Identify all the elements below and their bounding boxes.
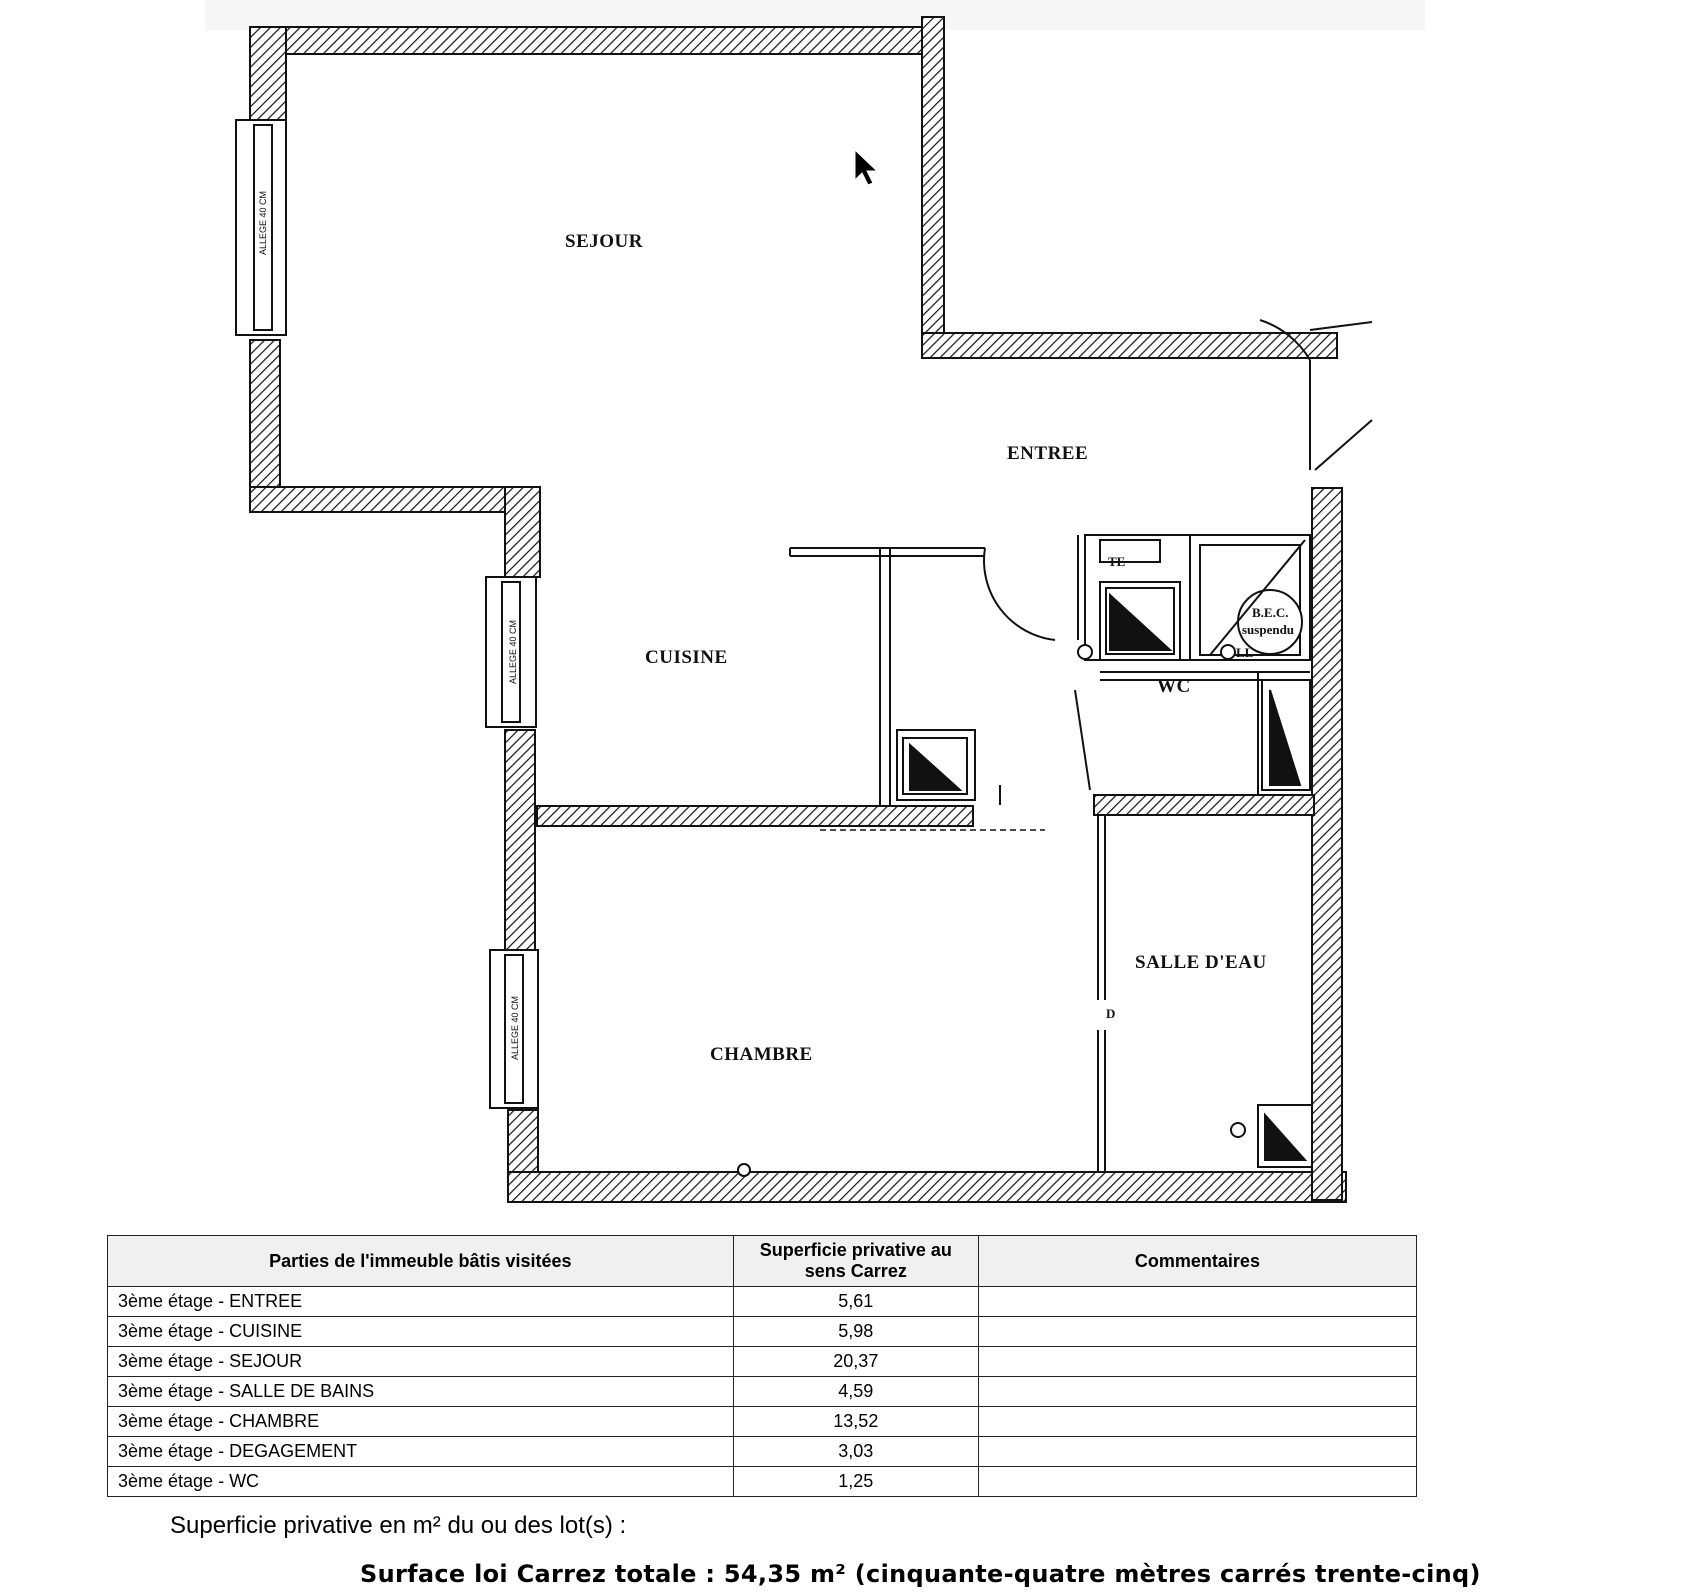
room-label-chambre: CHAMBRE [710, 1044, 813, 1065]
row-surface: 5,98 [733, 1317, 978, 1347]
row-comment [978, 1377, 1416, 1407]
room-label-salle-eau: SALLE D'EAU [1135, 952, 1267, 973]
row-comment [978, 1317, 1416, 1347]
table-row [108, 1437, 1417, 1467]
d-label: D [1106, 1006, 1116, 1021]
row-surface: 5,61 [733, 1287, 978, 1317]
carrez-table [107, 1235, 1417, 1497]
table-row [108, 1317, 1417, 1347]
summary-label: Superficie privative en m² du ou des lot(s) : [170, 1512, 627, 1539]
walls [250, 17, 1346, 1202]
room-label-cuisine: CUISINE [645, 647, 728, 668]
room-label-wc: WC [1157, 676, 1191, 697]
row-part: 3ème étage - WC [108, 1467, 734, 1497]
room-label-entree: ENTREE [1007, 443, 1089, 464]
table-row [108, 1377, 1417, 1407]
summary-total: Surface loi Carrez totale : 54,35 m² (cinquante-quatre mètres carrés trente-cinq) [360, 1560, 1481, 1588]
row-comment [978, 1347, 1416, 1377]
windows [236, 120, 538, 1108]
table-row [108, 1467, 1417, 1497]
row-surface: 20,37 [733, 1347, 978, 1377]
table-row [108, 1347, 1417, 1377]
allege-label-1: ALLEGE 40 CM [258, 190, 268, 255]
cursor-arrow-icon [855, 150, 877, 185]
row-part: 3ème étage - ENTREE [108, 1287, 734, 1317]
header-comments: Commentaires [978, 1236, 1416, 1287]
ll-label: LL [1236, 645, 1254, 660]
header-surface: Superficie privative au sens Carrez [733, 1236, 978, 1287]
row-comment [978, 1437, 1416, 1467]
row-surface: 1,25 [733, 1467, 978, 1497]
bec-label: B.E.C. [1252, 605, 1289, 620]
table-row [108, 1287, 1417, 1317]
fixtures [738, 540, 1312, 1176]
te-label: TE [1108, 554, 1126, 569]
row-part: 3ème étage - SALLE DE BAINS [108, 1377, 734, 1407]
row-part: 3ème étage - CUISINE [108, 1317, 734, 1347]
row-part: 3ème étage - SEJOUR [108, 1347, 734, 1377]
row-surface: 4,59 [733, 1377, 978, 1407]
room-label-sejour: SEJOUR [565, 231, 643, 252]
row-part: 3ème étage - CHAMBRE [108, 1407, 734, 1437]
table-row [108, 1407, 1417, 1437]
allege-label-3: ALLEGE 40 CM [510, 995, 520, 1060]
row-comment [978, 1407, 1416, 1437]
table-header-row [108, 1236, 1417, 1287]
allege-label-2: ALLEGE 40 CM [508, 619, 518, 684]
header-parts: Parties de l'immeuble bâtis visitées [108, 1236, 734, 1287]
row-surface: 13,52 [733, 1407, 978, 1437]
row-part: 3ème étage - DEGAGEMENT [108, 1437, 734, 1467]
row-surface: 3,03 [733, 1437, 978, 1467]
row-comment [978, 1467, 1416, 1497]
row-comment [978, 1287, 1416, 1317]
bec-suspendu-label: suspendu [1242, 622, 1295, 637]
